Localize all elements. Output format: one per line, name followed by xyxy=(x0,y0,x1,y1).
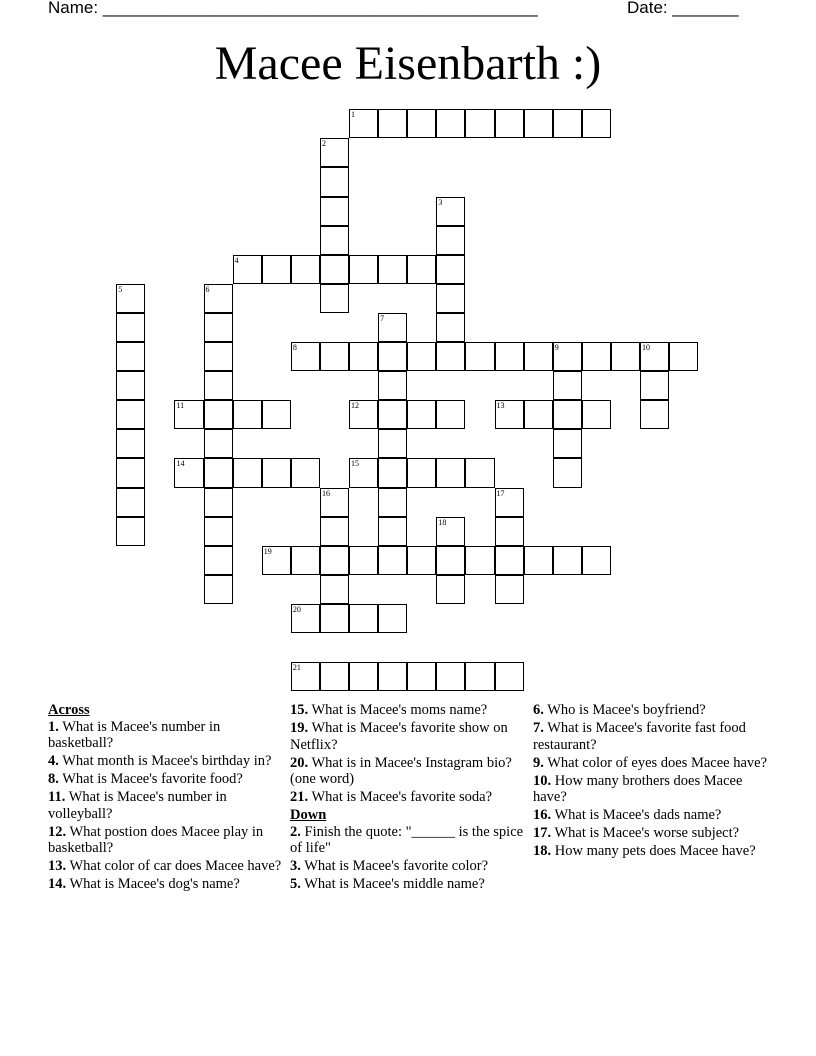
grid-cell[interactable] xyxy=(553,458,582,487)
grid-cell[interactable] xyxy=(291,255,320,284)
grid-cell[interactable] xyxy=(291,662,320,691)
grid-cell[interactable] xyxy=(116,313,145,342)
grid-cell[interactable] xyxy=(465,546,494,575)
grid-cell[interactable] xyxy=(495,517,524,546)
grid-cell[interactable] xyxy=(320,138,349,167)
grid-cell[interactable] xyxy=(524,342,553,371)
cell-number: 3 xyxy=(438,197,443,207)
grid-cell[interactable] xyxy=(262,546,291,575)
grid-cell[interactable] xyxy=(291,342,320,371)
grid-cell[interactable] xyxy=(582,546,611,575)
grid-cell[interactable] xyxy=(291,546,320,575)
grid-cell[interactable] xyxy=(436,400,465,429)
grid-cell[interactable] xyxy=(291,458,320,487)
clue-text: What is in Macee's Instagram bio? (one word) xyxy=(290,754,512,787)
date-field-label: Date: _______ xyxy=(627,0,739,17)
grid-cell[interactable] xyxy=(524,109,553,138)
clue-down-6 xyxy=(533,702,768,719)
grid-cell[interactable] xyxy=(204,575,233,604)
clue-number: 3. xyxy=(290,858,301,874)
clue-text: What is Macee's number in volleyball? xyxy=(48,789,227,822)
grid-cell[interactable] xyxy=(320,342,349,371)
grid-cell[interactable] xyxy=(349,342,378,371)
puzzle-title: Macee Eisenbarth :) xyxy=(214,37,602,90)
clue-number: 15. xyxy=(290,702,309,718)
clue-text: What is Macee's favorite show on Netflix? xyxy=(290,720,508,753)
grid-cell[interactable] xyxy=(320,662,349,691)
grid-cell[interactable] xyxy=(320,255,349,284)
clue-down-10 xyxy=(533,773,768,806)
clue-across-1 xyxy=(48,719,283,752)
grid-cell[interactable] xyxy=(553,546,582,575)
clue-text: What is Macee's favorite fast food restaurant? xyxy=(533,720,746,753)
grid-cell[interactable] xyxy=(465,342,494,371)
clue-text: What is Macee's favorite food? xyxy=(58,771,243,787)
grid-cell[interactable] xyxy=(436,575,465,604)
grid-cell[interactable] xyxy=(378,429,407,458)
clue-down-9 xyxy=(533,755,768,772)
grid-cell[interactable] xyxy=(495,342,524,371)
grid-cell[interactable] xyxy=(378,458,407,487)
cell-number: 12 xyxy=(351,401,360,411)
grid-cell[interactable] xyxy=(640,400,669,429)
grid-cell[interactable] xyxy=(407,458,436,487)
grid-cell[interactable] xyxy=(378,255,407,284)
grid-cell[interactable] xyxy=(407,109,436,138)
clue-text: What postion does Macee play in basketball? xyxy=(48,823,264,856)
grid-cell[interactable] xyxy=(553,109,582,138)
cell-number: 5 xyxy=(118,284,123,294)
grid-cell[interactable] xyxy=(495,546,524,575)
grid-cell[interactable] xyxy=(320,488,349,517)
clues-column-2 xyxy=(290,702,525,894)
grid-cell[interactable] xyxy=(116,284,145,313)
grid-cell[interactable] xyxy=(436,517,465,546)
clue-number: 7. xyxy=(533,720,544,736)
grid-cell[interactable] xyxy=(233,255,262,284)
grid-cell[interactable] xyxy=(436,255,465,284)
clue-across-11 xyxy=(48,789,283,822)
grid-cell[interactable] xyxy=(349,604,378,633)
grid-cell[interactable] xyxy=(174,458,203,487)
cell-number: 4 xyxy=(234,255,239,265)
clue-across-14 xyxy=(48,876,283,893)
cell-number: 21 xyxy=(292,663,301,673)
grid-cell[interactable] xyxy=(116,488,145,517)
grid-cell[interactable] xyxy=(407,400,436,429)
grid-cell[interactable] xyxy=(407,342,436,371)
grid-cell[interactable] xyxy=(174,400,203,429)
grid-cell[interactable] xyxy=(436,109,465,138)
clue-number: 5. xyxy=(290,876,301,892)
clue-number: 1. xyxy=(48,718,59,735)
clue-text: How many pets does Macee have? xyxy=(551,843,756,859)
grid-cell[interactable] xyxy=(436,226,465,255)
cell-number: 13 xyxy=(496,401,505,411)
grid-cell[interactable] xyxy=(378,488,407,517)
clues-column-1 xyxy=(48,702,283,894)
grid-cell[interactable] xyxy=(436,197,465,226)
clue-text: What month is Macee's birthday in? xyxy=(58,753,272,769)
grid-cell[interactable] xyxy=(349,662,378,691)
clue-text: What is Macee's favorite color? xyxy=(300,858,489,874)
grid-cell[interactable] xyxy=(349,546,378,575)
grid-cell[interactable] xyxy=(204,429,233,458)
grid-cell[interactable] xyxy=(611,342,640,371)
grid-cell[interactable] xyxy=(116,342,145,371)
clue-number: 11. xyxy=(48,789,66,805)
grid-cell[interactable] xyxy=(524,400,553,429)
grid-cell[interactable] xyxy=(204,313,233,342)
grid-cell[interactable] xyxy=(349,255,378,284)
grid-cell[interactable] xyxy=(320,517,349,546)
clue-down-2 xyxy=(290,824,525,857)
grid-cell[interactable] xyxy=(116,458,145,487)
grid-cell[interactable] xyxy=(204,546,233,575)
grid-cell[interactable] xyxy=(291,604,320,633)
grid-cell[interactable] xyxy=(407,662,436,691)
grid-cell[interactable] xyxy=(204,488,233,517)
grid-cell[interactable] xyxy=(204,342,233,371)
clue-number: 16. xyxy=(533,807,552,823)
clue-number: 20. xyxy=(290,754,309,771)
grid-cell[interactable] xyxy=(262,255,291,284)
clue-text: What is Macee's middle name? xyxy=(300,876,485,892)
grid-cell[interactable] xyxy=(436,546,465,575)
grid-cell[interactable] xyxy=(378,109,407,138)
clue-across-13 xyxy=(48,858,283,875)
clue-number: 21. xyxy=(290,789,309,805)
clue-down-5 xyxy=(290,876,525,893)
grid-cell[interactable] xyxy=(495,400,524,429)
grid-cell[interactable] xyxy=(582,109,611,138)
grid-cell[interactable] xyxy=(116,400,145,429)
cell-number: 6 xyxy=(205,284,210,294)
grid-cell[interactable] xyxy=(436,313,465,342)
grid-cell[interactable] xyxy=(436,662,465,691)
grid-cell[interactable] xyxy=(407,546,436,575)
clue-text: Who is Macee's boyfriend? xyxy=(543,702,706,718)
grid-cell[interactable] xyxy=(553,400,582,429)
clue-across-20 xyxy=(290,755,525,788)
clue-text: What color of car does Macee have? xyxy=(66,858,282,874)
grid-cell[interactable] xyxy=(233,458,262,487)
clue-across-4 xyxy=(48,753,283,770)
clue-number: 14. xyxy=(48,876,67,892)
clue-across-12 xyxy=(48,824,283,857)
grid-cell[interactable] xyxy=(320,575,349,604)
grid-cell[interactable] xyxy=(320,546,349,575)
grid-cell[interactable] xyxy=(116,429,145,458)
clue-across-15 xyxy=(290,702,525,719)
clue-text: Finish the quote: "______ is the spice of life" xyxy=(290,823,524,856)
clue-across-19 xyxy=(290,720,525,753)
grid-cell[interactable] xyxy=(640,371,669,400)
clue-number: 9. xyxy=(533,754,544,771)
grid-cell[interactable] xyxy=(378,400,407,429)
grid-cell[interactable] xyxy=(378,342,407,371)
grid-cell[interactable] xyxy=(378,313,407,342)
grid-cell[interactable] xyxy=(204,458,233,487)
grid-cell[interactable] xyxy=(204,400,233,429)
grid-cell[interactable] xyxy=(524,546,553,575)
clue-number: 8. xyxy=(48,771,59,787)
grid-cell[interactable] xyxy=(495,109,524,138)
grid-cell[interactable] xyxy=(378,662,407,691)
cell-number: 15 xyxy=(351,459,360,469)
cell-number: 8 xyxy=(292,343,297,353)
grid-cell[interactable] xyxy=(116,371,145,400)
grid-cell[interactable] xyxy=(320,226,349,255)
cell-number: 2 xyxy=(321,139,326,149)
clue-across-21 xyxy=(290,789,525,806)
grid-cell[interactable] xyxy=(553,429,582,458)
grid-cell[interactable] xyxy=(378,371,407,400)
clue-across-8 xyxy=(48,771,283,788)
clue-number: 6. xyxy=(533,702,544,718)
clue-text: What is Macee's dads name? xyxy=(551,807,722,823)
name-field-label: Name: ______________________________________________ xyxy=(48,0,538,17)
grid-cell[interactable] xyxy=(262,400,291,429)
cell-number: 14 xyxy=(176,459,185,469)
grid-cell[interactable] xyxy=(553,342,582,371)
clue-text: What is Macee's favorite soda? xyxy=(308,789,493,805)
grid-cell[interactable] xyxy=(204,517,233,546)
clue-down-16 xyxy=(533,807,768,824)
grid-cell[interactable] xyxy=(465,109,494,138)
cell-number: 11 xyxy=(176,401,185,411)
clue-down-18 xyxy=(533,843,768,860)
cell-number: 1 xyxy=(351,110,356,120)
grid-cell[interactable] xyxy=(378,604,407,633)
grid-cell[interactable] xyxy=(465,662,494,691)
grid-cell[interactable] xyxy=(204,371,233,400)
clue-number: 19. xyxy=(290,720,309,736)
grid-cell[interactable] xyxy=(116,517,145,546)
grid-cell[interactable] xyxy=(407,255,436,284)
cell-number: 20 xyxy=(292,604,301,614)
clue-text: What is Macee's worse subject? xyxy=(551,825,740,841)
grid-cell[interactable] xyxy=(204,284,233,313)
grid-cell[interactable] xyxy=(582,342,611,371)
grid-cell[interactable] xyxy=(669,342,698,371)
clue-text: What is Macee's dog's name? xyxy=(66,876,240,892)
across-heading: Across xyxy=(48,702,90,718)
clue-text: How many brothers does Macee have? xyxy=(533,772,743,805)
grid-cell[interactable] xyxy=(495,488,524,517)
grid-cell[interactable] xyxy=(349,400,378,429)
cell-number: 7 xyxy=(380,313,385,323)
grid-cell[interactable] xyxy=(436,458,465,487)
cell-number: 10 xyxy=(642,343,651,353)
grid-cell[interactable] xyxy=(640,342,669,371)
clue-down-17 xyxy=(533,825,768,842)
grid-cell[interactable] xyxy=(436,284,465,313)
cell-number: 19 xyxy=(263,546,272,556)
clue-number: 2. xyxy=(290,823,301,840)
clue-down-7 xyxy=(533,720,768,753)
cell-number: 18 xyxy=(438,517,447,527)
grid-cell[interactable] xyxy=(262,458,291,487)
grid-cell[interactable] xyxy=(495,662,524,691)
clue-number: 17. xyxy=(533,825,552,841)
grid-cell[interactable] xyxy=(233,400,262,429)
grid-cell[interactable] xyxy=(378,517,407,546)
cell-number: 9 xyxy=(554,343,559,353)
grid-cell[interactable] xyxy=(465,458,494,487)
grid-cell[interactable] xyxy=(320,604,349,633)
grid-cell[interactable] xyxy=(349,458,378,487)
grid-cell[interactable] xyxy=(495,575,524,604)
grid-cell[interactable] xyxy=(378,546,407,575)
grid-cell[interactable] xyxy=(320,284,349,313)
clue-down-3 xyxy=(290,858,525,875)
grid-cell[interactable] xyxy=(349,109,378,138)
clue-number: 10. xyxy=(533,772,552,789)
grid-cell[interactable] xyxy=(436,342,465,371)
grid-cell[interactable] xyxy=(320,167,349,196)
clue-text: What is Macee's moms name? xyxy=(308,702,488,718)
cell-number: 16 xyxy=(321,488,330,498)
clue-number: 13. xyxy=(48,858,67,874)
clue-number: 12. xyxy=(48,823,67,840)
down-heading: Down xyxy=(290,807,327,823)
clue-number: 4. xyxy=(48,753,59,769)
clue-text: What color of eyes does Macee have? xyxy=(543,754,768,771)
grid-cell[interactable] xyxy=(320,197,349,226)
clue-text: What is Macee's number in basketball? xyxy=(48,718,221,751)
grid-cell[interactable] xyxy=(553,371,582,400)
clues-column-3 xyxy=(533,702,768,861)
grid-cell[interactable] xyxy=(582,400,611,429)
clue-number: 18. xyxy=(533,843,552,859)
cell-number: 17 xyxy=(496,488,505,498)
